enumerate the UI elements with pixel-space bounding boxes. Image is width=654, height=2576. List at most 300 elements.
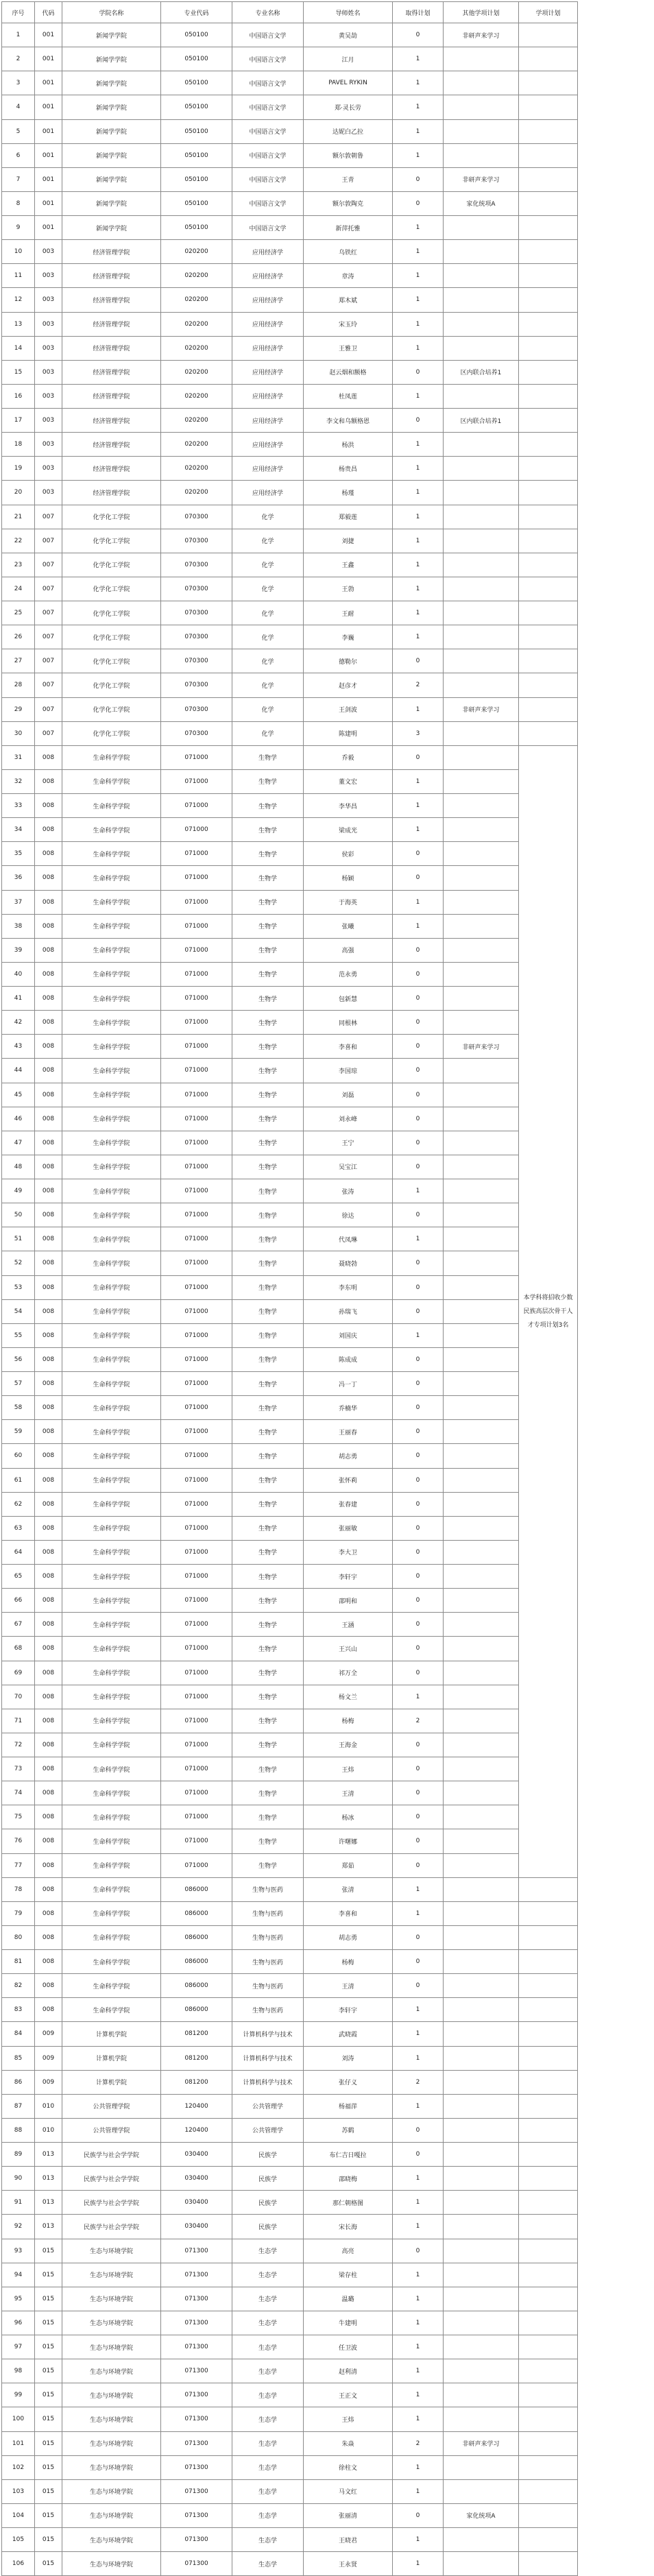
quota-cell: 1 <box>393 143 444 167</box>
major-name-cell: 生物学 <box>232 1709 304 1733</box>
table-row <box>2 2528 578 2552</box>
special-plan-cell <box>519 2094 578 2118</box>
advisor-cell: 祁万全 <box>304 1661 393 1685</box>
college-cell: 计算机学院 <box>62 2070 161 2094</box>
advisor-cell: 徐达 <box>304 1203 393 1227</box>
major-name-cell: 生物学 <box>232 1155 304 1179</box>
major-code-cell: 071300 <box>161 2263 232 2287</box>
college-cell: 经济管理学院 <box>62 312 161 336</box>
college-cell: 生命科学学院 <box>62 1757 161 1781</box>
quota-cell: 1 <box>393 1685 444 1709</box>
seq-cell: 100 <box>2 2407 35 2431</box>
major-code-cell: 071000 <box>161 1685 232 1709</box>
table-row <box>2 1131 578 1155</box>
advisor-cell: 王剑波 <box>304 697 393 721</box>
advisor-cell: 李轩宇 <box>304 1565 393 1589</box>
quota-cell: 0 <box>393 1805 444 1829</box>
advisor-cell: 杨梅 <box>304 1950 393 1974</box>
special-plan-cell <box>519 529 578 553</box>
advisor-cell: 江月 <box>304 47 393 71</box>
table-row <box>2 1396 578 1420</box>
college-cell: 生命科学学院 <box>62 1203 161 1227</box>
quota-cell: 0 <box>393 1347 444 1371</box>
special-plan-cell <box>519 1925 578 1949</box>
major-name-cell: 生物学 <box>232 1661 304 1685</box>
table-row <box>2 2287 578 2311</box>
special-plan-cell <box>519 336 578 360</box>
other-plan-cell: 非研声来学习 <box>444 697 519 721</box>
advisor-cell: 德勒尔 <box>304 649 393 673</box>
code-cell: 001 <box>35 23 62 47</box>
other-plan-cell <box>444 1637 519 1661</box>
other-plan-cell: 区内联合培养1 <box>444 409 519 433</box>
other-plan-cell: 非研声来学习 <box>444 2431 519 2455</box>
quota-cell: 0 <box>393 1372 444 1396</box>
special-plan-cell <box>519 2335 578 2359</box>
seq-cell: 95 <box>2 2287 35 2311</box>
special-plan-cell <box>519 2215 578 2239</box>
major-code-cell: 081200 <box>161 2022 232 2046</box>
college-cell: 生命科学学院 <box>62 1974 161 1998</box>
seq-cell: 84 <box>2 2022 35 2046</box>
major-name-cell: 民族学 <box>232 2191 304 2215</box>
code-cell: 008 <box>35 987 62 1011</box>
major-name-cell: 生物与医药 <box>232 1950 304 1974</box>
code-cell: 008 <box>35 1347 62 1371</box>
table-row <box>2 505 578 529</box>
advisor-cell: 王青 <box>304 167 393 191</box>
other-plan-cell: 家化统项A <box>444 191 519 215</box>
other-plan-cell <box>444 721 519 745</box>
major-code-cell: 086000 <box>161 1974 232 1998</box>
code-cell: 008 <box>35 1685 62 1709</box>
college-cell: 新闻学学院 <box>62 47 161 71</box>
advisor-cell: 王炜 <box>304 1757 393 1781</box>
seq-cell: 16 <box>2 384 35 408</box>
advisor-cell: 布仁吉日嘎拉 <box>304 2143 393 2167</box>
advisor-cell: 梁存柱 <box>304 2263 393 2287</box>
advisor-cell: 王涵 <box>304 1613 393 1637</box>
major-code-cell: 071000 <box>161 1155 232 1179</box>
table-row <box>2 1733 578 1757</box>
code-cell: 013 <box>35 2191 62 2215</box>
major-name-cell: 生物学 <box>232 1251 304 1275</box>
table-row <box>2 23 578 47</box>
special-plan-note: 本学科将招收少数民族高层次骨干人才专项计划3名 <box>519 745 578 1877</box>
major-code-cell: 070300 <box>161 721 232 745</box>
advisor-cell: 胡志勇 <box>304 1444 393 1468</box>
other-plan-cell <box>444 601 519 625</box>
table-row <box>2 721 578 745</box>
seq-cell: 51 <box>2 1227 35 1251</box>
table-row <box>2 529 578 553</box>
special-plan-cell <box>519 143 578 167</box>
other-plan-cell <box>444 987 519 1011</box>
table-row <box>2 47 578 71</box>
seq-cell: 13 <box>2 312 35 336</box>
other-plan-cell <box>444 2455 519 2479</box>
table-row <box>2 1661 578 1685</box>
code-cell: 009 <box>35 2022 62 2046</box>
code-cell: 015 <box>35 2311 62 2335</box>
table-row <box>2 1853 578 1877</box>
quota-cell: 1 <box>393 1227 444 1251</box>
advisor-cell: 王正文 <box>304 2383 393 2407</box>
college-cell: 化学化工学院 <box>62 601 161 625</box>
advisor-cell: 那仁朝格图 <box>304 2191 393 2215</box>
major-code-cell: 071300 <box>161 2287 232 2311</box>
advisor-cell: 李国琼 <box>304 1059 393 1083</box>
quota-cell: 0 <box>393 1661 444 1685</box>
other-plan-cell: 区内联合培养1 <box>444 360 519 384</box>
code-cell: 015 <box>35 2335 62 2359</box>
seq-cell: 7 <box>2 167 35 191</box>
other-plan-cell <box>444 2143 519 2167</box>
major-code-cell: 071000 <box>161 745 232 769</box>
code-cell: 008 <box>35 1203 62 1227</box>
college-cell: 生命科学学院 <box>62 1565 161 1589</box>
major-name-cell: 生物学 <box>232 1589 304 1613</box>
seq-cell: 17 <box>2 409 35 433</box>
quota-cell: 0 <box>393 1107 444 1131</box>
major-name-cell: 生物学 <box>232 1540 304 1564</box>
quota-cell: 1 <box>393 2359 444 2383</box>
other-plan-cell <box>444 1661 519 1685</box>
seq-cell: 36 <box>2 866 35 890</box>
major-code-cell: 050100 <box>161 216 232 240</box>
code-cell: 001 <box>35 47 62 71</box>
code-cell: 015 <box>35 2359 62 2383</box>
major-code-cell: 120400 <box>161 2094 232 2118</box>
quota-cell: 1 <box>393 240 444 264</box>
advisor-cell: 张曦 <box>304 914 393 938</box>
college-cell: 新闻学学院 <box>62 23 161 47</box>
major-name-cell: 生物学 <box>232 1372 304 1396</box>
seq-cell: 70 <box>2 1685 35 1709</box>
advisor-cell: 郑·灵长劳 <box>304 95 393 119</box>
advisor-cell: 王兴山 <box>304 1637 393 1661</box>
college-cell: 生命科学学院 <box>62 1925 161 1949</box>
college-cell: 经济管理学院 <box>62 264 161 288</box>
seq-cell: 50 <box>2 1203 35 1227</box>
code-cell: 003 <box>35 312 62 336</box>
advisor-cell: 刘捷 <box>304 529 393 553</box>
college-cell: 经济管理学院 <box>62 433 161 457</box>
college-cell: 经济管理学院 <box>62 240 161 264</box>
other-plan-cell <box>444 673 519 697</box>
major-name-cell: 化学 <box>232 577 304 601</box>
seq-cell: 29 <box>2 697 35 721</box>
advisor-cell: 刘磊 <box>304 1083 393 1107</box>
table-row <box>2 625 578 649</box>
advisor-cell: 任卫波 <box>304 2335 393 2359</box>
major-name-cell: 生物学 <box>232 1203 304 1227</box>
college-cell: 生命科学学院 <box>62 962 161 986</box>
quota-cell: 1 <box>393 794 444 818</box>
college-cell: 生命科学学院 <box>62 987 161 1011</box>
major-code-cell: 120400 <box>161 2118 232 2142</box>
other-plan-cell <box>444 2167 519 2191</box>
quota-cell: 1 <box>393 625 444 649</box>
special-plan-cell <box>519 1998 578 2022</box>
quota-cell: 1 <box>393 71 444 95</box>
other-plan-cell <box>444 1829 519 1853</box>
other-plan-cell <box>444 1516 519 1540</box>
major-code-cell: 071000 <box>161 1203 232 1227</box>
advisor-cell: 孙瑞飞 <box>304 1299 393 1323</box>
major-code-cell: 050100 <box>161 71 232 95</box>
special-plan-cell <box>519 553 578 577</box>
special-plan-cell <box>519 1877 578 1901</box>
quota-cell: 2 <box>393 2431 444 2455</box>
table-row <box>2 842 578 866</box>
code-cell: 008 <box>35 866 62 890</box>
code-cell: 008 <box>35 1998 62 2022</box>
major-code-cell: 071000 <box>161 866 232 890</box>
college-cell: 化学化工学院 <box>62 577 161 601</box>
college-cell: 生命科学学院 <box>62 1853 161 1877</box>
other-plan-cell <box>444 1011 519 1035</box>
table-row <box>2 191 578 215</box>
advisor-cell: 王雅卫 <box>304 336 393 360</box>
quota-cell: 1 <box>393 384 444 408</box>
major-name-cell: 应用经济学 <box>232 481 304 505</box>
major-code-cell: 071300 <box>161 2552 232 2576</box>
seq-cell: 54 <box>2 1299 35 1323</box>
college-cell: 化学化工学院 <box>62 553 161 577</box>
seq-cell: 20 <box>2 481 35 505</box>
code-cell: 007 <box>35 625 62 649</box>
quota-cell: 1 <box>393 2167 444 2191</box>
code-cell: 001 <box>35 191 62 215</box>
quota-cell: 1 <box>393 2094 444 2118</box>
college-cell: 经济管理学院 <box>62 288 161 312</box>
major-code-cell: 050100 <box>161 47 232 71</box>
table-row <box>2 312 578 336</box>
seq-cell: 49 <box>2 1179 35 1203</box>
other-plan-cell <box>444 312 519 336</box>
column-header: 专业代码 <box>161 2 232 23</box>
code-cell: 001 <box>35 119 62 143</box>
quota-cell: 0 <box>393 866 444 890</box>
advisor-cell: 张丽敏 <box>304 1516 393 1540</box>
college-cell: 生命科学学院 <box>62 1396 161 1420</box>
seq-cell: 92 <box>2 2215 35 2239</box>
college-cell: 生命科学学院 <box>62 1227 161 1251</box>
advisor-cell: 乌铁红 <box>304 240 393 264</box>
major-code-cell: 071000 <box>161 1179 232 1203</box>
code-cell: 008 <box>35 1877 62 1901</box>
seq-cell: 68 <box>2 1637 35 1661</box>
major-code-cell: 070300 <box>161 553 232 577</box>
other-plan-cell <box>444 745 519 769</box>
other-plan-cell <box>444 2383 519 2407</box>
college-cell: 生态与环境学院 <box>62 2528 161 2552</box>
advisor-cell: 新萍托雅 <box>304 216 393 240</box>
table-row <box>2 601 578 625</box>
table-row <box>2 1805 578 1829</box>
advisor-cell: 杨文兰 <box>304 1685 393 1709</box>
seq-cell: 91 <box>2 2191 35 2215</box>
college-cell: 化学化工学院 <box>62 529 161 553</box>
table-row <box>2 2143 578 2167</box>
seq-cell: 2 <box>2 47 35 71</box>
major-code-cell: 081200 <box>161 2070 232 2094</box>
enrollment-table-sheet <box>1 1 578 2576</box>
quota-cell: 2 <box>393 2070 444 2094</box>
other-plan-cell <box>444 1781 519 1805</box>
other-plan-cell <box>444 1251 519 1275</box>
other-plan-cell <box>444 842 519 866</box>
seq-cell: 99 <box>2 2383 35 2407</box>
table-row <box>2 1323 578 1347</box>
other-plan-cell <box>444 505 519 529</box>
major-code-cell: 070300 <box>161 601 232 625</box>
college-cell: 民族学与社会学学院 <box>62 2167 161 2191</box>
seq-cell: 81 <box>2 1950 35 1974</box>
quota-cell: 0 <box>393 1131 444 1155</box>
other-plan-cell <box>444 1925 519 1949</box>
major-name-cell: 民族学 <box>232 2143 304 2167</box>
major-name-cell: 化学 <box>232 625 304 649</box>
table-row <box>2 1757 578 1781</box>
major-name-cell: 生态学 <box>232 2287 304 2311</box>
major-code-cell: 086000 <box>161 1925 232 1949</box>
quota-cell: 0 <box>393 191 444 215</box>
table-row <box>2 1203 578 1227</box>
major-name-cell: 生物学 <box>232 1613 304 1637</box>
advisor-cell: 郑茹 <box>304 1853 393 1877</box>
column-header: 其他学项计划 <box>444 2 519 23</box>
quota-cell: 0 <box>393 1540 444 1564</box>
major-name-cell: 化学 <box>232 601 304 625</box>
quota-cell: 0 <box>393 167 444 191</box>
quota-cell: 1 <box>393 288 444 312</box>
table-row <box>2 2046 578 2070</box>
other-plan-cell <box>444 95 519 119</box>
major-name-cell: 生物学 <box>232 1396 304 1420</box>
major-code-cell: 071000 <box>161 1661 232 1685</box>
major-name-cell: 生态学 <box>232 2503 304 2527</box>
major-name-cell: 计算机科学与技术 <box>232 2070 304 2094</box>
code-cell: 008 <box>35 1733 62 1757</box>
major-code-cell: 070300 <box>161 673 232 697</box>
quota-cell: 1 <box>393 1179 444 1203</box>
code-cell: 008 <box>35 1323 62 1347</box>
code-cell: 007 <box>35 673 62 697</box>
major-code-cell: 030400 <box>161 2215 232 2239</box>
other-plan-cell <box>444 119 519 143</box>
major-code-cell: 081200 <box>161 2046 232 2070</box>
other-plan-cell <box>444 1565 519 1589</box>
major-code-cell: 071300 <box>161 2455 232 2479</box>
major-code-cell: 020200 <box>161 433 232 457</box>
seq-cell: 32 <box>2 769 35 793</box>
major-name-cell: 化学 <box>232 697 304 721</box>
other-plan-cell <box>444 2094 519 2118</box>
advisor-cell: 朱焱 <box>304 2431 393 2455</box>
other-plan-cell <box>444 553 519 577</box>
seq-cell: 83 <box>2 1998 35 2022</box>
special-plan-cell <box>519 2022 578 2046</box>
seq-cell: 15 <box>2 360 35 384</box>
advisor-cell: 王鑫 <box>304 553 393 577</box>
other-plan-cell <box>444 1347 519 1371</box>
code-cell: 015 <box>35 2552 62 2576</box>
major-name-cell: 应用经济学 <box>232 409 304 433</box>
seq-cell: 28 <box>2 673 35 697</box>
major-name-cell: 公共管理学 <box>232 2094 304 2118</box>
other-plan-cell <box>444 1998 519 2022</box>
table-row <box>2 2239 578 2263</box>
college-cell: 生态与环境学院 <box>62 2431 161 2455</box>
advisor-cell: 胡志勇 <box>304 1925 393 1949</box>
college-cell: 生命科学学院 <box>62 1059 161 1083</box>
quota-cell: 1 <box>393 216 444 240</box>
major-code-cell: 070300 <box>161 697 232 721</box>
advisor-cell: 徐柱文 <box>304 2455 393 2479</box>
code-cell: 007 <box>35 505 62 529</box>
seq-cell: 58 <box>2 1396 35 1420</box>
major-code-cell: 020200 <box>161 457 232 481</box>
college-cell: 生命科学学院 <box>62 1540 161 1564</box>
quota-cell: 1 <box>393 1877 444 1901</box>
advisor-cell: 于海英 <box>304 890 393 914</box>
quota-cell: 1 <box>393 553 444 577</box>
other-plan-cell <box>444 818 519 842</box>
college-cell: 生命科学学院 <box>62 1781 161 1805</box>
seq-cell: 12 <box>2 288 35 312</box>
major-code-cell: 071000 <box>161 1492 232 1516</box>
major-name-cell: 中国语言文学 <box>232 47 304 71</box>
table-row <box>2 71 578 95</box>
quota-cell: 1 <box>393 2479 444 2503</box>
seq-cell: 52 <box>2 1251 35 1275</box>
code-cell: 008 <box>35 1420 62 1444</box>
major-code-cell: 050100 <box>161 23 232 47</box>
major-name-cell: 生态学 <box>232 2335 304 2359</box>
code-cell: 008 <box>35 1805 62 1829</box>
quota-cell: 0 <box>393 1637 444 1661</box>
other-plan-cell <box>444 288 519 312</box>
college-cell: 生态与环境学院 <box>62 2383 161 2407</box>
other-plan-cell <box>444 2335 519 2359</box>
quota-cell: 0 <box>393 1613 444 1637</box>
quota-cell: 2 <box>393 673 444 697</box>
advisor-cell: 高亮 <box>304 2239 393 2263</box>
major-code-cell: 071300 <box>161 2383 232 2407</box>
special-plan-cell <box>519 2552 578 2576</box>
seq-cell: 53 <box>2 1275 35 1299</box>
table-row <box>2 1516 578 1540</box>
major-name-cell: 民族学 <box>232 2167 304 2191</box>
seq-cell: 23 <box>2 553 35 577</box>
other-plan-cell <box>444 1420 519 1444</box>
seq-cell: 86 <box>2 2070 35 2094</box>
major-code-cell: 050100 <box>161 167 232 191</box>
advisor-cell: 温璐 <box>304 2287 393 2311</box>
major-code-cell: 020200 <box>161 240 232 264</box>
major-name-cell: 生态学 <box>232 2552 304 2576</box>
major-name-cell: 生物学 <box>232 1227 304 1251</box>
advisor-cell: 张春建 <box>304 1492 393 1516</box>
quota-cell: 1 <box>393 914 444 938</box>
special-plan-cell <box>519 577 578 601</box>
college-cell: 生命科学学院 <box>62 1251 161 1275</box>
other-plan-cell <box>444 962 519 986</box>
special-plan-cell <box>519 2359 578 2383</box>
college-cell: 生态与环境学院 <box>62 2239 161 2263</box>
